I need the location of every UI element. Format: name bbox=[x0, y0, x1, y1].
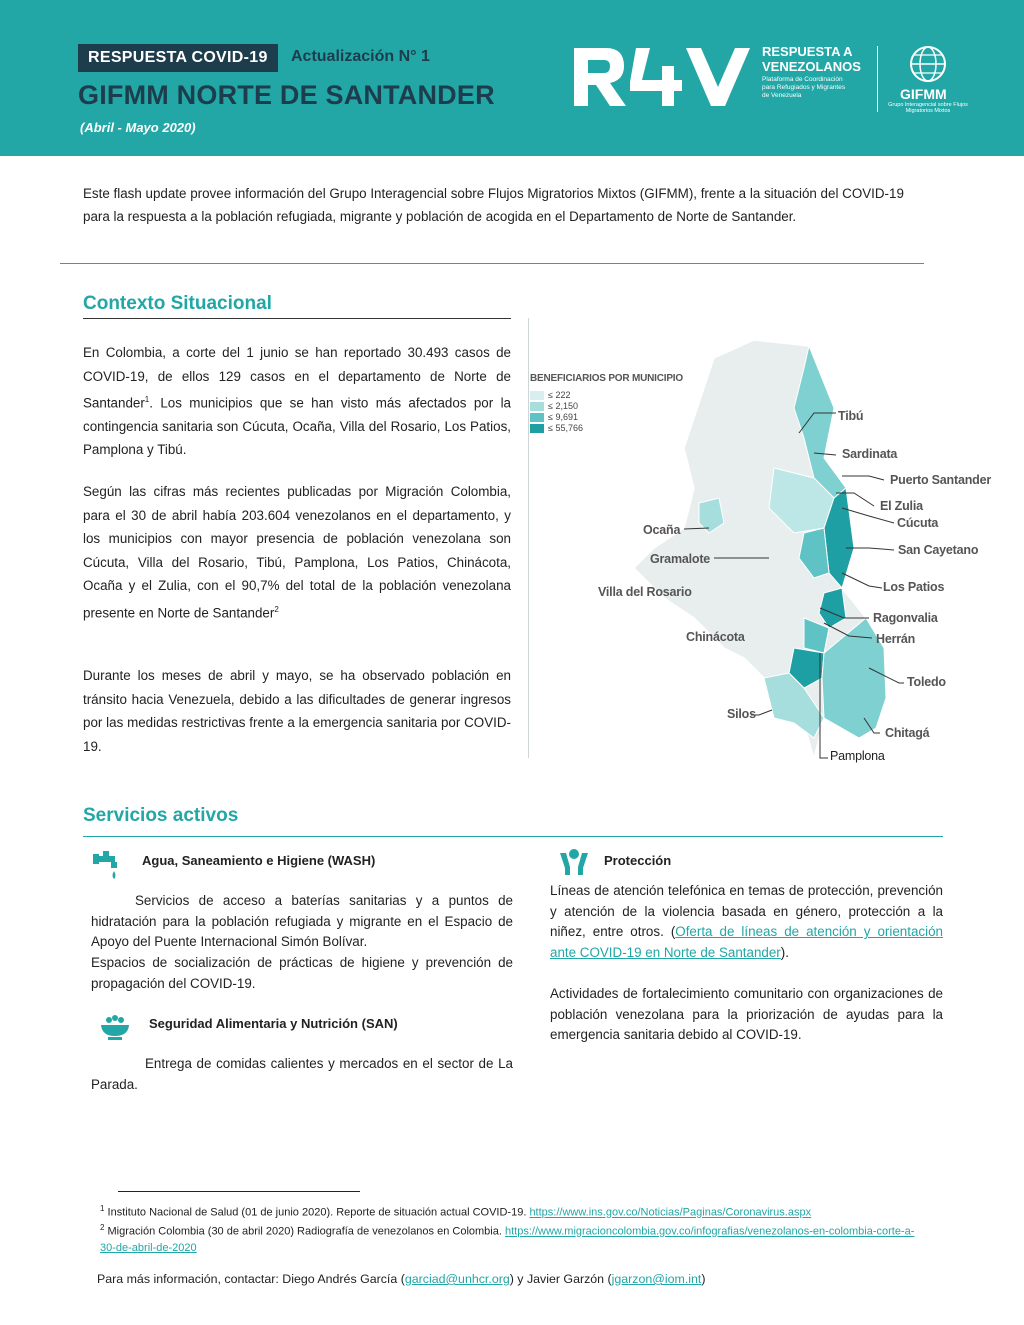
gifmm-logo: GIFMM Grupo Interagencial sobre Flujos Migratorios Mixtos bbox=[888, 42, 968, 114]
wash-title: Agua, Saneamiento e Higiene (WASH) bbox=[142, 853, 376, 868]
legend-item: ≤ 55,766 bbox=[530, 423, 583, 433]
map-label-ragonvalia: Ragonvalia bbox=[873, 611, 938, 625]
covid-badge: RESPUESTA COVID-19 bbox=[78, 44, 278, 72]
water-tap-icon bbox=[91, 848, 123, 882]
r4v-wordmark: RESPUESTA A VENEZOLANOS Plataforma de Coordinación para Refugiados y Migrantes de Venezuela bbox=[762, 44, 861, 99]
contexto-paragraph-2: Según las cifras más recientes publicadas por Migración Colombia, para el 30 de abril había 203.604 venezolanos en el departamento, y los municipios con mayor presencia de población venezolana son Cúcuta, Villa del Rosario, Tibú, Pamplona, Los Patios, Chinácota, Ocaña y el Zulia, con el 90,7% del total de la población venezolana presente en Norte de Santander$^2$ bbox=[83, 484, 511, 620]
map-label-toledo: Toledo bbox=[907, 675, 946, 689]
footnote-1-link[interactable]: https://www.ins.gov.co/Noticias/Paginas/Coronavirus.aspx bbox=[529, 1206, 812, 1219]
map-label-ocana: Ocaña bbox=[643, 523, 681, 537]
legend-item: ≤ 2,150 bbox=[530, 401, 578, 411]
contact-email-2[interactable]: jgarzon@iom.int bbox=[611, 1272, 702, 1286]
proteccion-paragraph-2: Actividades de fortalecimiento comunitario con organizaciones de población venezolana para la priorización de ayudas para la emergencia sanitaria debido al COVID-19. bbox=[550, 986, 943, 1043]
map-label-tibu: Tibú bbox=[838, 409, 864, 423]
footnote-2: $^2$ Migración Colombia (30 de abril 2020) Radiografía de venezolanos en Colombia. https://www.migracioncolombia.gov.co/infografias/venezolanos-en-colombia-corte-a-30-de-abril-de-2020 bbox=[100, 1223, 915, 1254]
globe-icon bbox=[888, 42, 968, 86]
wash-paragraph-1: Servicios de acceso a baterías sanitarias y a puntos de hidratación para la población refugiada y migrante en el Espacio de Apoyo del Puente Internacional Simón Bolívar. bbox=[91, 893, 513, 950]
map-label-gramalote: Gramalote bbox=[650, 552, 711, 566]
footnote-1: $^1$ Instituto Nacional de Salud (01 de junio 2020). Reporte de situación actual COVID-19. https://www.ins.gov.co/Noticias/Paginas/Coronavirus.aspx bbox=[100, 1204, 812, 1219]
proteccion-paragraph-1: Líneas de atención telefónica en temas de protección, prevención y atención de la violencia basada en género, protección a la niñez, entre otros. (Oferta de líneas de atención y orientación ante COVID-19 en Norte de Santander). bbox=[550, 883, 943, 960]
section-underline bbox=[83, 318, 511, 319]
footnote-separator bbox=[118, 1191, 360, 1192]
logo-divider bbox=[877, 46, 878, 112]
r4v-logo bbox=[570, 42, 755, 112]
map-label-el-zulia: El Zulia bbox=[880, 499, 923, 513]
divider bbox=[60, 263, 924, 264]
map-label-herran: Herrán bbox=[876, 632, 916, 646]
map-label-san-cayetano: San Cayetano bbox=[898, 543, 979, 557]
map-label-villa-del-rosario: Villa del Rosario bbox=[598, 585, 692, 599]
map-label-puerto-santander: Puerto Santander bbox=[890, 473, 991, 487]
contact-email-1[interactable]: garciad@unhcr.org bbox=[404, 1272, 510, 1286]
page-title: GIFMM NORTE DE SANTANDER bbox=[78, 80, 495, 110]
map-label-sardinata: Sardinata bbox=[842, 447, 898, 461]
map-label-los-patios: Los Patios bbox=[883, 580, 945, 594]
intro-text: Este flash update provee información del Grupo Interagencial sobre Flujos Migratorios Mixtos (GIFMM), frente a la situación del COVID-19 para la respuesta a la población refugiada, migrante y población de acogida en el Departamento de Norte de Santander. bbox=[83, 186, 904, 224]
map-label-chinacota: Chinácota bbox=[686, 630, 745, 644]
divider bbox=[83, 836, 943, 837]
san-title: Seguridad Alimentaria y Nutrición (SAN) bbox=[149, 1016, 398, 1031]
map-legend-title: BENEFICIARIOS POR MUNICIPIO bbox=[530, 373, 683, 384]
legend-item: ≤ 222 bbox=[530, 390, 570, 400]
protection-hands-icon bbox=[557, 845, 591, 879]
map-label-chitaga: Chitagá bbox=[885, 726, 930, 740]
contact-line: Para más información, contactar: Diego Andrés García (garciad@unhcr.org) y Javier Garzón (jgarzon@iom.int) bbox=[97, 1272, 706, 1286]
proteccion-title: Protección bbox=[604, 853, 672, 868]
map-label-cucuta: Cúcuta bbox=[897, 516, 939, 530]
report-period: (Abril - Mayo 2020) bbox=[80, 120, 196, 135]
footnote-2-link[interactable]: https://www.migracioncolombia.gov.co/infografias/venezolanos-en-colombia-corte-a-30-de-abril-de-2020 bbox=[100, 1225, 915, 1254]
contexto-paragraph-1: En Colombia, a corte del 1 junio se han reportado 30.493 casos de COVID-19, de ellos 129 casos en el departamento de Norte de Santander$^1$. Los municipios que se han visto más afectados por la contingencia sanitaria son Cúcuta, Ocaña, Villa del Rosario, Los Patios, Pamplona y Tibú. bbox=[83, 345, 511, 458]
map-label-pamplona: Pamplona bbox=[830, 749, 885, 763]
contexto-paragraph-3: Durante los meses de abril y mayo, se ha observado población en tránsito hacia Venezuela, debido a las dificultades de generar ingresos por las medidas restrictivas frente a la emergencia sanitaria por COVID-19. bbox=[83, 668, 511, 754]
section-title-contexto: Contexto Situacional bbox=[83, 293, 272, 314]
wash-paragraph-2: Espacios de socialización de prácticas de higiene y prevención de propagación del COVID-19. bbox=[91, 955, 513, 991]
legend-item: ≤ 9,691 bbox=[530, 412, 578, 422]
update-number: Actualización N° 1 bbox=[291, 48, 430, 65]
food-bowl-icon bbox=[98, 1011, 132, 1041]
section-title-servicios: Servicios activos bbox=[83, 805, 239, 826]
header-banner bbox=[0, 0, 1024, 156]
proteccion-link[interactable]: Oferta de líneas de atención y orientación ante COVID-19 en Norte de Santander bbox=[550, 924, 943, 960]
map-label-silos: Silos bbox=[727, 707, 756, 721]
san-paragraph: Entrega de comidas calientes y mercados en el sector de La Parada. bbox=[91, 1056, 513, 1092]
